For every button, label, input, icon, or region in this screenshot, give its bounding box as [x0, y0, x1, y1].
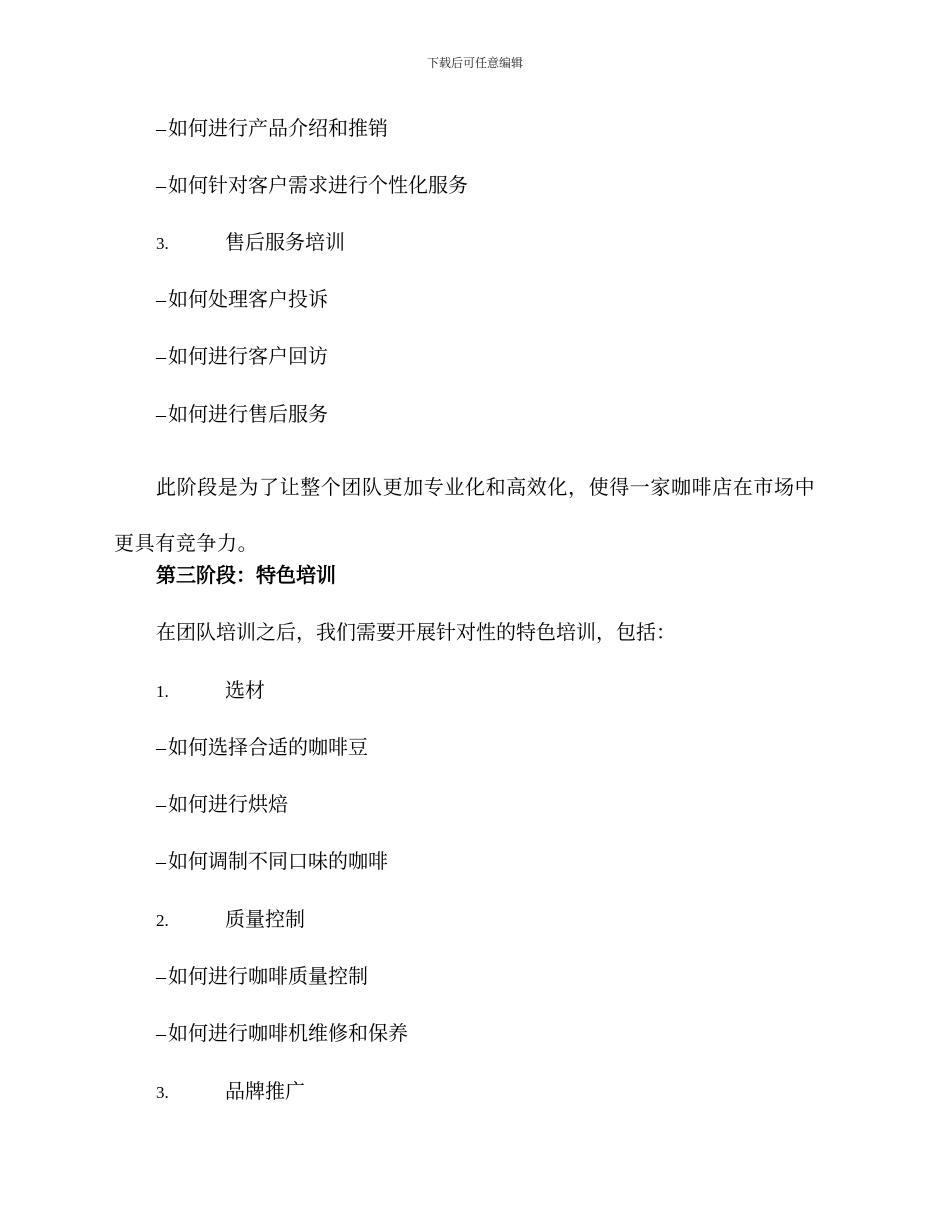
- item-number: 3.: [156, 1083, 169, 1102]
- numbered-item: [156, 1077, 305, 1107]
- bullet-item: [156, 400, 328, 429]
- bullet-text: 如何进行产品介绍和推销: [168, 116, 388, 140]
- intro-paragraph: 在团队培训之后，我们需要开展针对性的特色培训，包括：: [156, 620, 676, 644]
- item-text: 品牌推广: [225, 1079, 305, 1103]
- bullet-item: [156, 790, 288, 819]
- dash-marker: –: [156, 175, 166, 197]
- dash-marker: –: [156, 794, 166, 816]
- bullet-text: 如何进行售后服务: [168, 402, 328, 426]
- dash-marker: –: [156, 966, 166, 988]
- item-text: 售后服务培训: [225, 230, 345, 254]
- bullet-item: [156, 847, 388, 876]
- item-text: 选材: [225, 678, 265, 702]
- dash-marker: –: [156, 1023, 166, 1045]
- item-number: 1.: [156, 682, 169, 701]
- item-number: 3.: [156, 234, 169, 253]
- bullet-text: 如何处理客户投诉: [168, 287, 328, 311]
- bullet-text: 如何进行咖啡机维修和保养: [168, 1021, 408, 1045]
- numbered-item: [156, 228, 345, 258]
- dash-marker: –: [156, 346, 166, 368]
- dash-marker: –: [156, 851, 166, 873]
- bullet-item: [156, 171, 468, 200]
- bullet-item: [156, 1019, 408, 1048]
- paragraph: 此阶段是为了让整个团队更加专业化和高效化，使得一家咖啡店在市场中更具有竞争力。: [114, 475, 816, 555]
- bullet-item: [156, 114, 388, 143]
- bullet-item: [156, 962, 368, 991]
- bullet-item: [156, 342, 328, 371]
- dash-marker: –: [156, 118, 166, 140]
- dash-marker: –: [156, 289, 166, 311]
- page-header: 下载后可任意编辑: [426, 56, 523, 70]
- item-number: 2.: [156, 911, 169, 930]
- bullet-text: 如何调制不同口味的咖啡: [168, 849, 388, 873]
- bullet-text: 如何选择合适的咖啡豆: [168, 735, 368, 759]
- numbered-item: [156, 676, 265, 706]
- bullet-item: [156, 733, 368, 762]
- numbered-item: [156, 905, 305, 935]
- bullet-text: 如何进行客户回访: [168, 344, 328, 368]
- bullet-text: 如何针对客户需求进行个性化服务: [168, 173, 468, 197]
- bullet-text: 如何进行烘焙: [168, 792, 288, 816]
- dash-marker: –: [156, 737, 166, 759]
- bullet-text: 如何进行咖啡质量控制: [168, 964, 368, 988]
- dash-marker: –: [156, 404, 166, 426]
- item-text: 质量控制: [225, 907, 305, 931]
- section-heading: 第三阶段：特色培训: [156, 563, 336, 587]
- bullet-item: [156, 285, 328, 314]
